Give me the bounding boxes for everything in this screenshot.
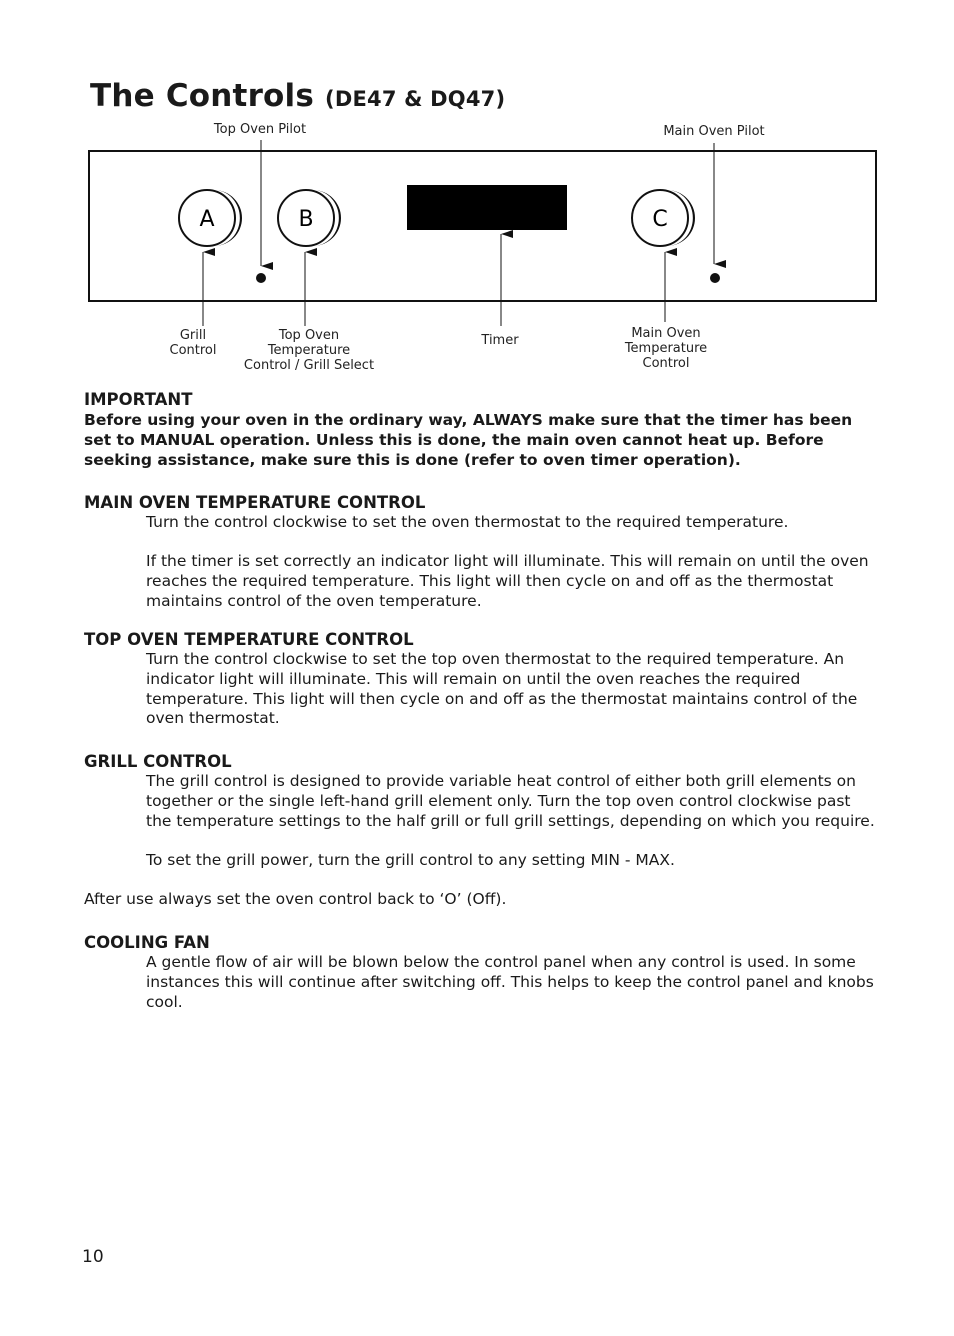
important-text: Before using your oven in the ordinary way, ALWAYS make sure that the timer has been set to MANUAL operation. Unless this is done, the main oven cannot heat up. Before seeking assistance, make sure this is done (refer to oven timer operation). — [84, 411, 853, 469]
main-oven-heading: MAIN OVEN TEMPERATURE CONTROL — [84, 493, 426, 512]
top-oven-para-1: Turn the control clockwise to set the top oven thermostat to the required temperature. An indicator light will illuminate. This will remain on until the oven reaches the required temperature. This light will then cycle on and off as the thermostat maintains control of the oven thermostat. — [146, 650, 858, 728]
label-top-oven-pilot: Top Oven Pilot — [213, 122, 307, 137]
main-oven-para-2: If the timer is set correctly an indicator light will illuminate. This will remain on until the oven reaches the required temperature. This light will then cycle on and off as the thermostat maintains control of the oven temperature. — [146, 552, 869, 610]
cooling-fan-para-1: A gentle flow of air will be blown below the control panel when any control is used. In some instances this will continue after switching off. This helps to keep the control panel and knobs cool. — [146, 953, 874, 1011]
main-oven-para-1: Turn the control clockwise to set the oven thermostat to the required temperature. — [146, 513, 789, 531]
control-panel-diagram — [0, 0, 954, 380]
after-use-note: After use always set the oven control back to ‘O’ (Off). — [84, 890, 507, 908]
knob-b — [278, 190, 341, 246]
top-oven-heading: TOP OVEN TEMPERATURE CONTROL — [84, 630, 414, 649]
top-oven-pilot-light — [256, 273, 266, 283]
grill-para-2: To set the grill power, turn the grill control to any setting MIN - MAX. — [146, 851, 675, 869]
cooling-fan-heading: COOLING FAN — [84, 933, 210, 952]
page-number: 10 — [82, 1247, 104, 1267]
knob-c-letter: C — [652, 207, 668, 232]
grill-para-1: The grill control is designed to provide variable heat control of either both grill elements on together or the single left-hand grill element only. Turn the top oven control clockwise past the temperature settings to the half grill or full grill settings, depending on which you require. — [146, 772, 875, 830]
knob-c — [632, 190, 695, 246]
label-main-oven-temperature: Main Oven Temperature Control — [624, 326, 708, 371]
label-main-oven-pilot: Main Oven Pilot — [663, 124, 765, 139]
label-timer: Timer — [481, 333, 519, 348]
grill-heading: GRILL CONTROL — [84, 752, 232, 771]
label-top-oven-temperature: Top Oven Temperature Control / Grill Select — [243, 328, 375, 373]
knob-a — [179, 190, 242, 246]
timer-display — [407, 185, 567, 230]
title-model: (DE47 & DQ47) — [325, 87, 506, 111]
title-main: The Controls — [90, 78, 315, 114]
label-grill-control: Grill Control — [169, 328, 217, 358]
important-heading: IMPORTANT — [84, 390, 193, 409]
main-oven-pilot-light — [710, 273, 720, 283]
knob-b-letter: B — [298, 207, 314, 232]
knob-a-letter: A — [199, 207, 215, 232]
